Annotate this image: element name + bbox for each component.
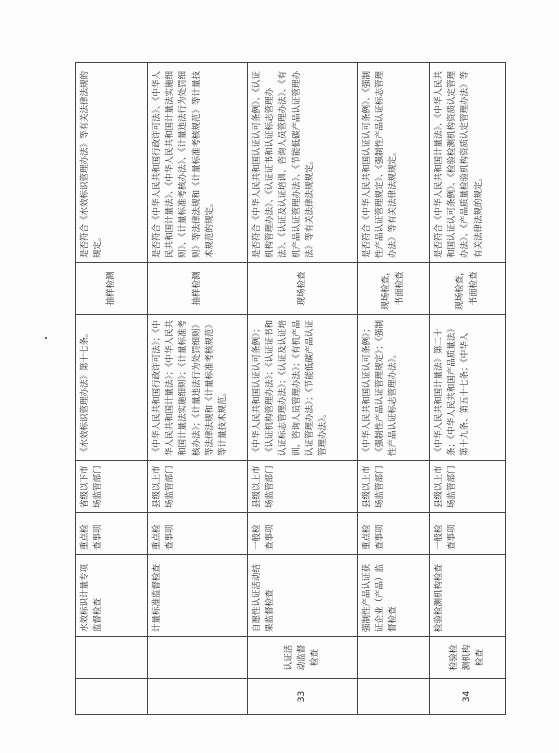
content-cell: 是否符合《中华人民共和国行政许可法》、《中华人民共和国计量法》、《中华人民共和国计量法实施细则》、《计量标准考核办法》、《计量违法行为处罚细则》等法律法规和《计量标准考核规范》等计量技术规范的规定。 (148, 63, 248, 263)
item-cell: 计量标准监督检查 (148, 555, 248, 637)
dept-cell: 省级以下市场监管部门 (76, 461, 148, 513)
table-row (248, 63, 358, 715)
dept-cell: 县级以上市场监管部门 (148, 461, 248, 513)
table-row (76, 63, 148, 715)
type-cell: 一般检查事项 (430, 513, 506, 555)
dept-cell: 县级以上市场监管部门 (358, 461, 430, 513)
method-cell: 现场检查，书面检查 (358, 263, 430, 315)
dept-cell: 县级以上市场监管部门 (430, 461, 506, 513)
method-cell: 抽样检测 (148, 263, 248, 315)
method-cell: 现场检查，书面检查 (430, 263, 506, 315)
row-number: 33 (248, 679, 358, 715)
item-cell: 检验检测机构检查 (430, 555, 506, 637)
row-number: 34 (430, 679, 506, 715)
basis-cell: 《中华人民共和国行政许可法》；《中华人民共和国计量法》；《中华人民共和国计量法实施细则》；《计量标准考核办法》；《计量违法行为处罚细则》等法律法规和《计量标准考核规范》等计量技术规范。 (148, 315, 248, 461)
basis-cell: 《水效标识管理办法》第十七条。 (76, 315, 148, 461)
item-cell: 强制性产品认证获证企业（产品）监督检查 (358, 555, 430, 637)
item-cell: 自愿性认证活动结果监督检查 (248, 555, 358, 637)
table-row (358, 63, 430, 715)
category-cell (76, 637, 148, 679)
method-cell: 抽样检测 (76, 263, 148, 315)
row-number (358, 679, 430, 715)
dept-cell: 县级以上市场监管部门 (248, 461, 358, 513)
content-cell: 是否符合《水效标识管理办法》等有关法律法规的规定。 (76, 63, 148, 263)
rotated-table-container (75, 63, 505, 715)
table-row (148, 63, 248, 715)
type-cell: 一般检查事项 (248, 513, 358, 555)
content-cell: 是否符合《中华人民共和国认证认可条例》、《认证机构管理办法》、《认证证书和认证标志管理办法》、《认证及认证培训、咨询人员管理办法》、《有机产品认证管理办法》、《节能低碳产品认证管理办法》等有关法律法规规定。 (248, 63, 358, 263)
item-cell: 水效标识计量专项监督检查 (76, 555, 148, 637)
type-cell: 重点检查事项 (76, 513, 148, 555)
category-cell: 检验检测机构检查 (430, 637, 506, 679)
stray-mark (45, 337, 47, 339)
type-cell: 重点检查事项 (358, 513, 430, 555)
inspection-table (75, 62, 506, 715)
row-number (148, 679, 248, 715)
basis-cell: 《中华人民共和国认证认可条例》；《认证机构管理办法》；《认证证书和认证标志管理办法》；《认证及认证培训、咨询人员管理办法》；《有机产品认证管理办法》；《节能低碳产品认证管理办法》。 (248, 315, 358, 461)
category-cell: 认证活动监督检查 (248, 637, 358, 679)
table-row (430, 63, 506, 715)
type-cell: 重点检查事项 (148, 513, 248, 555)
content-cell: 是否符合《中华人民共和国认证认可条例》、《强制性产品认证管理规定》、《强制性产品认证标志管理办法》等有关法律法规规定。 (358, 63, 430, 263)
category-cell (358, 637, 430, 679)
row-number (76, 679, 148, 715)
basis-cell: 《中华人民共和国认证认可条例》；《强制性产品认证管理规定》；《强制性产品认证标志管理办法》。 (358, 315, 430, 461)
basis-cell: 《中华人民共和国计量法》第二十条；《中华人民共和国产品质量法》第十九条、第五十七条；《中华人 (430, 315, 506, 461)
category-cell (148, 637, 248, 679)
content-cell: 是否符合《中华人民共和国计量法》、《中华人民共和国认证认可条例》、《检验检测机构资质认定管理办法》、《产品质量检验机构资质认定管理办法》等有关法律法规的规定。 (430, 63, 506, 263)
method-cell: 现场检查 (248, 263, 358, 315)
